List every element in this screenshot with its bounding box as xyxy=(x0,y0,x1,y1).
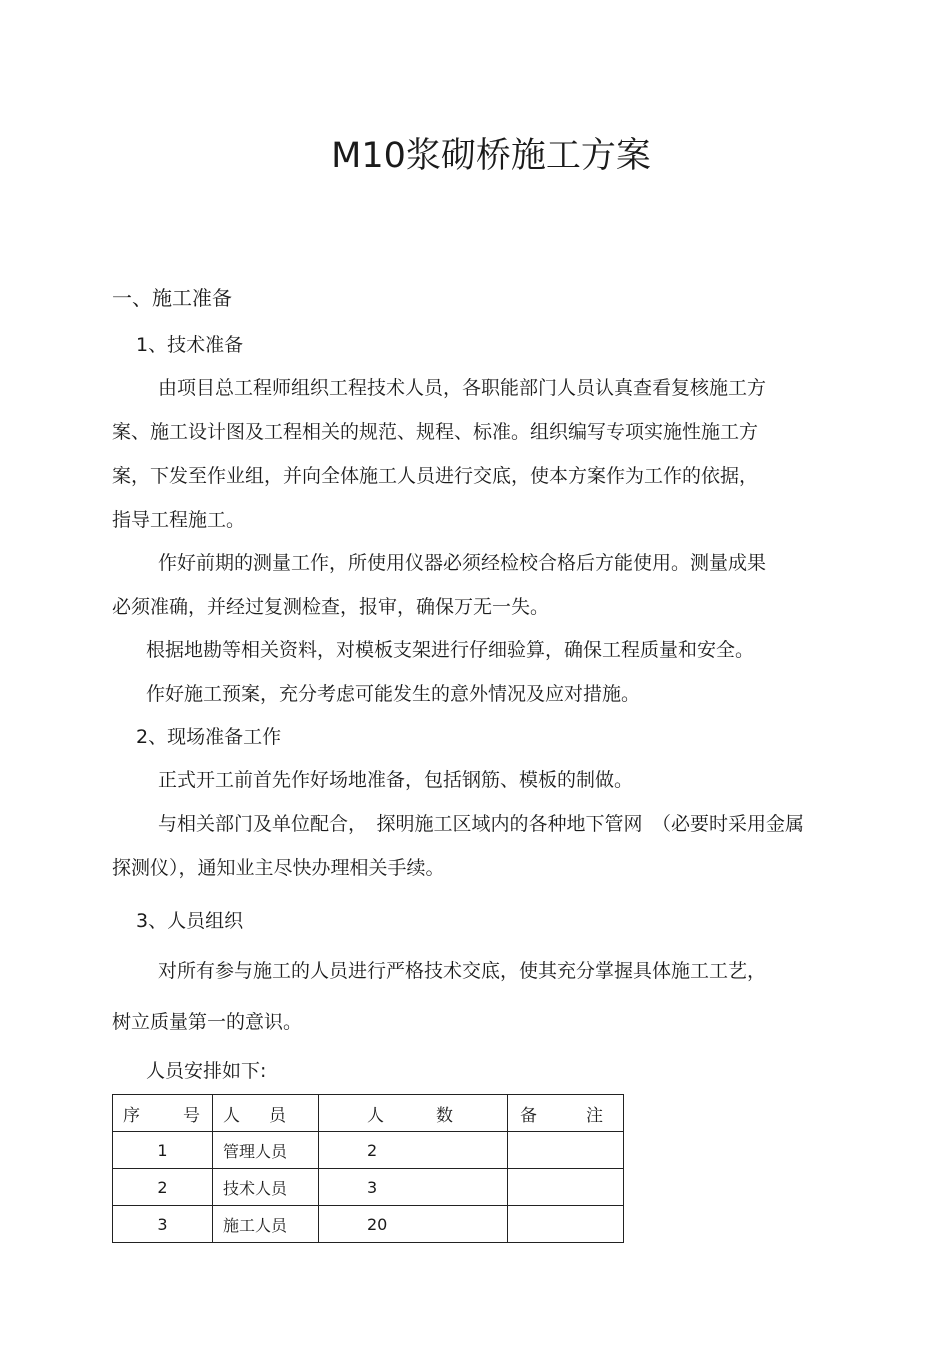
table-intro: 人员安排如下: xyxy=(146,1060,267,1082)
cell-note xyxy=(508,1169,624,1206)
cell-count: 2 xyxy=(319,1132,508,1169)
table-header-row xyxy=(113,1095,624,1132)
header-char: 人 xyxy=(367,1105,384,1126)
paragraph-line: 案、施工设计图及工程相关的规范、规程、标准。组织编写专项实施性施工方 xyxy=(112,421,759,443)
paragraph-line: 探测仪），通知业主尽快办理相关手续。 xyxy=(112,857,445,879)
cell-role: 管理人员 xyxy=(213,1132,319,1169)
paragraph-line: 作好施工预案，充分考虑可能发生的意外情况及应对措施。 xyxy=(146,683,641,705)
subsection-heading-technical: 1、技术准备 xyxy=(136,334,244,356)
paragraph-line: 案，下发至作业组，并向全体施工人员进行交底，使本方案作为工作的依据， xyxy=(112,465,759,487)
paragraph-line: 树立质量第一的意识。 xyxy=(112,1011,303,1033)
cell-note xyxy=(508,1206,624,1243)
cell-role: 技术人员 xyxy=(213,1169,319,1206)
paragraph-line: 根据地勘等相关资料，对模板支架进行仔细验算，确保工程质量和安全。 xyxy=(146,639,755,661)
table-row xyxy=(113,1169,624,1206)
header-cell-role xyxy=(213,1095,319,1132)
table-row xyxy=(113,1132,624,1169)
cell-no: 1 xyxy=(113,1132,213,1169)
section-heading: 一、施工准备 xyxy=(112,286,232,310)
staffing-table xyxy=(112,1094,624,1243)
header-cell-note xyxy=(508,1095,624,1132)
paragraph-line: 与相关部门及单位配合， 探明施工区域内的各种地下管网 （必要时采用金属 xyxy=(158,813,805,835)
header-char: 员 xyxy=(269,1105,286,1126)
cell-count: 20 xyxy=(319,1206,508,1243)
paragraph-line: 作好前期的测量工作，所使用仪器必须经检校合格后方能使用。测量成果 xyxy=(158,552,767,574)
paragraph-line: 由项目总工程师组织工程技术人员，各职能部门人员认真查看复核施工方 xyxy=(158,377,767,399)
paragraph-line: 对所有参与施工的人员进行严格技术交底，使其充分掌握具体施工工艺， xyxy=(158,960,767,982)
header-char: 备 xyxy=(520,1105,537,1126)
cell-count: 3 xyxy=(319,1169,508,1206)
paragraph-line: 正式开工前首先作好场地准备，包括钢筋、模板的制做。 xyxy=(158,769,634,791)
subsection-heading-staffing: 3、人员组织 xyxy=(136,910,244,932)
header-char: 人 xyxy=(223,1105,240,1126)
cell-note xyxy=(508,1132,624,1169)
paragraph-line: 指导工程施工。 xyxy=(112,509,246,531)
cell-role: 施工人员 xyxy=(213,1206,319,1243)
table-row xyxy=(113,1206,624,1243)
header-char: 数 xyxy=(436,1105,453,1126)
subsection-heading-site: 2、现场准备工作 xyxy=(136,726,282,748)
header-char: 序 xyxy=(123,1105,140,1126)
cell-no: 3 xyxy=(113,1206,213,1243)
header-char: 号 xyxy=(183,1105,200,1126)
cell-no: 2 xyxy=(113,1169,213,1206)
header-cell-count xyxy=(319,1095,508,1132)
header-char: 注 xyxy=(586,1105,603,1126)
header-cell-no xyxy=(113,1095,213,1132)
document-title: M10浆砌桥施工方案 xyxy=(331,136,651,176)
paragraph-line: 必须准确，并经过复测检查，报审，确保万无一失。 xyxy=(112,596,550,618)
